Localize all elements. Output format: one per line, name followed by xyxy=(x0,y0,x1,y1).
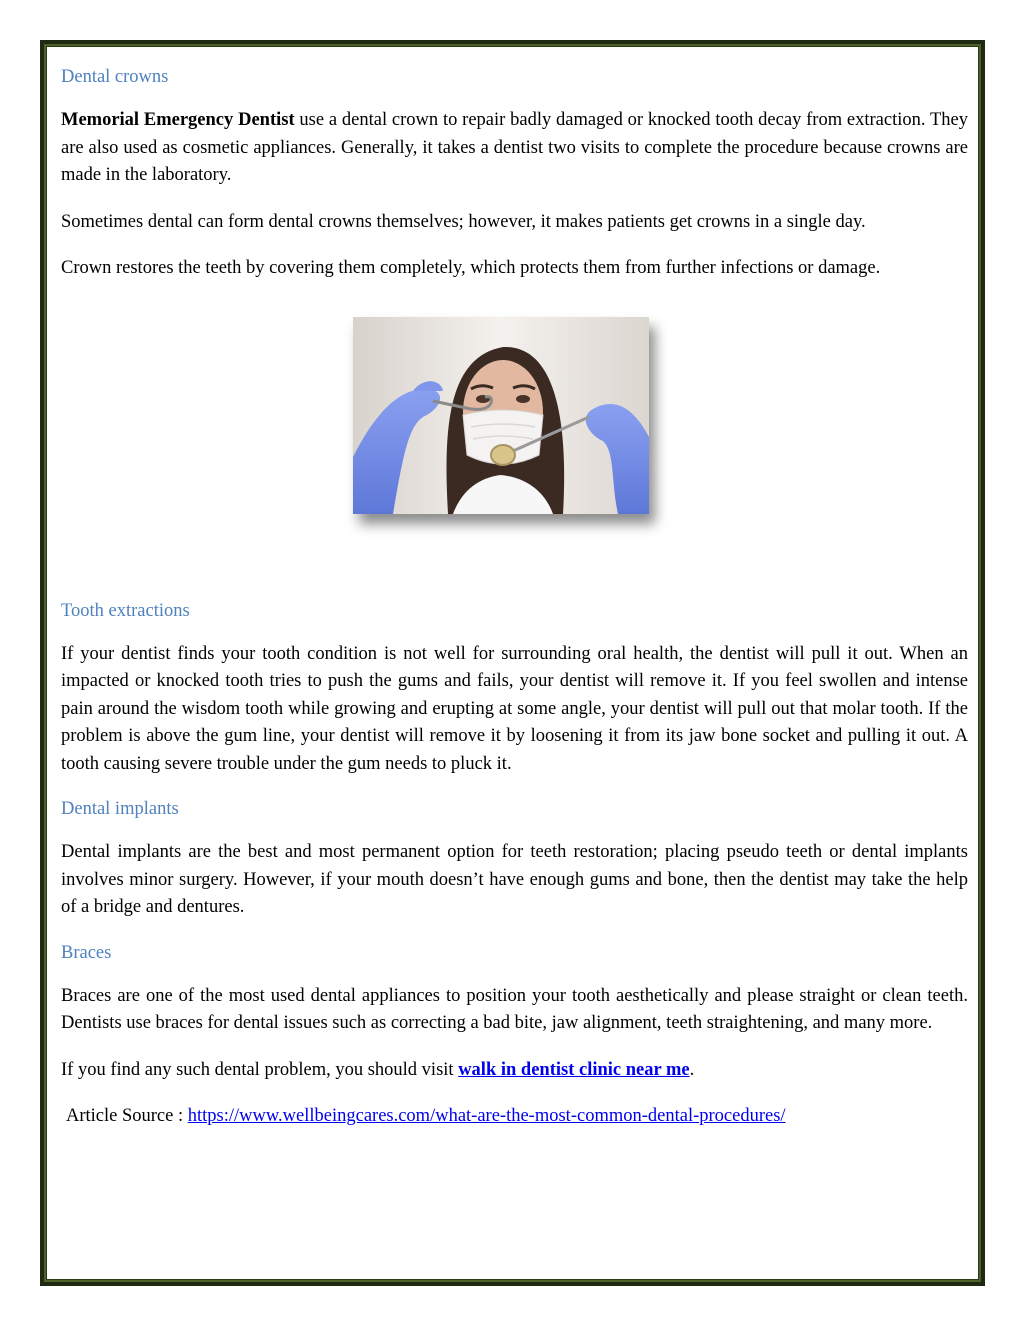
page-border-mid xyxy=(44,44,981,1282)
page-border-inner xyxy=(46,46,979,1280)
extractions-paragraph: If your dentist finds your tooth condition is not well for surrounding oral health, the dentist will pull it out. When an impacted or knocked tooth tries to push the gums and fails, your dentist will remove it. If you feel swollen and intense pain around the wisdom tooth while growing and erupting at some angle, your dentist will pull out that molar tooth. If the problem is above the gum line, your dentist will remove it by loosening it from its jaw bone socket and pulling it out. A tooth causing severe trouble under the gum needs to pluck it. xyxy=(61,643,968,774)
clinic-name: Memorial Emergency Dentist xyxy=(61,110,295,130)
clinic-near-me-link[interactable]: walk in dentist clinic near me xyxy=(458,1059,690,1080)
article-source-link[interactable]: https://www.wellbeingcares.com/what-are-the-most-common-dental-procedures/ xyxy=(187,1106,786,1126)
heading-dental-implants: Dental implants xyxy=(61,799,179,819)
closing-paragraph xyxy=(61,1057,968,1085)
crowns-paragraph-2: Sometimes dental can form dental crowns themselves; however, it makes patients get crowns in a single day. xyxy=(61,211,866,232)
dentist-photo xyxy=(353,317,649,514)
closing-end: . xyxy=(689,1059,695,1080)
figure xyxy=(61,317,968,547)
heading-tooth-extractions: Tooth extractions xyxy=(61,600,190,621)
document-content xyxy=(61,65,968,1130)
crowns-paragraph-3: Crown restores the teeth by covering them completely, which protects them from further infections or damage. xyxy=(61,258,881,278)
crowns-paragraph-1-text: use a dental crown to repair badly damaged or knocked tooth decay from extraction. They are also used as cosmetic appliances. Generally, it takes a dentist two visits to complete the procedure because crowns are made in the laboratory. xyxy=(61,110,968,185)
dentist-illustration xyxy=(353,317,649,514)
page-border-outer xyxy=(40,40,985,1286)
closing-text: If you find any such dental problem, you should visit xyxy=(61,1059,459,1080)
article-source-label: Article Source : xyxy=(66,1106,188,1126)
heading-braces: Braces xyxy=(61,942,112,963)
crowns-paragraph-1 xyxy=(61,107,968,190)
implants-paragraph: Dental implants are the best and most permanent option for teeth restoration; placing pseudo teeth or dental implants involves minor surgery. However, if your mouth doesn’t have enough gums and bone, then the dentist may take the help of a bridge and dentures. xyxy=(61,842,968,917)
heading-dental-crowns: Dental crowns xyxy=(61,67,169,87)
braces-paragraph: Braces are one of the most used dental appliances to position your tooth aesthetically and please straight or clean teeth. Dentists use braces for dental issues such as correcting a bad bite, jaw alignment, teeth straightening, and many more. xyxy=(61,985,968,1033)
article-source xyxy=(61,1103,968,1130)
